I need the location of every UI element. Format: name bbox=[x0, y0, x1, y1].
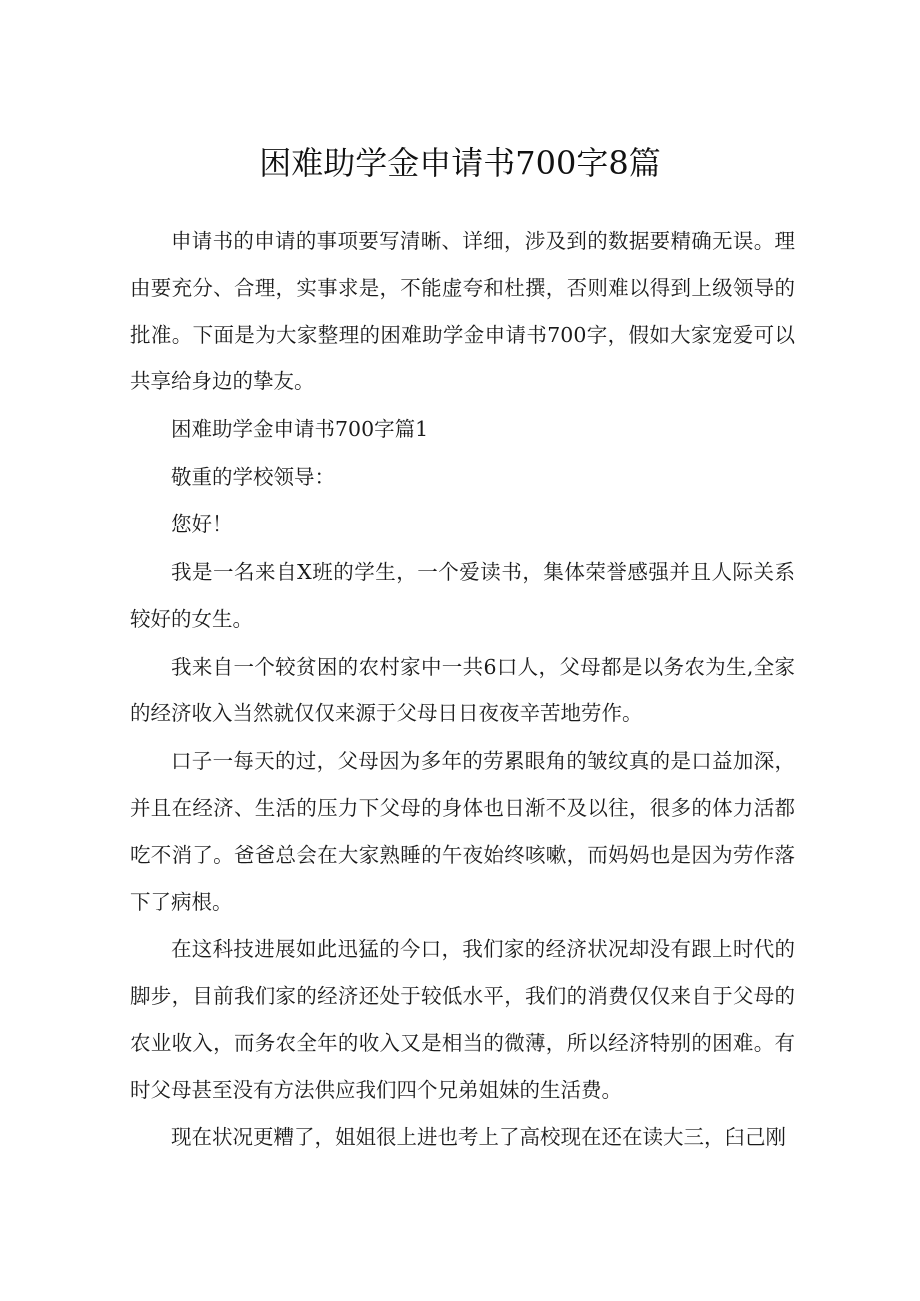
paragraph-economy: 在这科技进展如此迅猛的今口，我们家的经济状况却没有跟上时代的脚步，目前我们家的经济还处于较低水平，我们的消费仅仅来自于父母的农业收入，而务农全年的收入又是相当的微薄，所以经济特别的困难。有时父母甚至没有方法供应我们四个兄弟姐妹的生活费。 bbox=[130, 937, 795, 1102]
greeting: 您好！ bbox=[171, 512, 233, 537]
paragraph-self-intro: 我是一名来自X班的学生，一个爱读书，集体荣誉感强并且人际关系较好的女生。 bbox=[130, 560, 795, 631]
paragraph-current: 现在状况更糟了，姐姐很上进也考上了高校现在还在读大三，臼己刚 bbox=[171, 1125, 786, 1150]
document-title: 困难助学金申请书700字8篇 bbox=[259, 144, 661, 182]
paragraph-intro: 申请书的申请的事项要写清晰、详细，涉及到的数据要精确无误。理由要充分、合理，实事求是，不能虚夸和杜撰，否则难以得到上级领导的批准。下面是为大家整理的困难助学金申请书700字，假如大家宠爱可以共享给身边的挚友。 bbox=[130, 229, 795, 394]
document-body bbox=[130, 218, 795, 1161]
salutation: 敬重的学校领导： bbox=[171, 464, 335, 489]
paragraph-parents: 口子一每天的过，父母因为多年的劳累眼角的皱纹真的是口益加深，并且在经济、生活的压力下父母的身体也日渐不及以往，很多的体力活都吃不消了。爸爸总会在大家熟睡的午夜始终咳嗽，而妈妈也是因为劳作落下了病根。 bbox=[130, 749, 795, 914]
paragraph-family: 我来自一个较贫困的农村家中一共6口人，父母都是以务农为生,全家的经济收入当然就仅仅来源于父母日日夜夜辛苦地劳作。 bbox=[130, 654, 795, 726]
section-heading: 困难助学金申请书700字篇1 bbox=[171, 417, 429, 442]
